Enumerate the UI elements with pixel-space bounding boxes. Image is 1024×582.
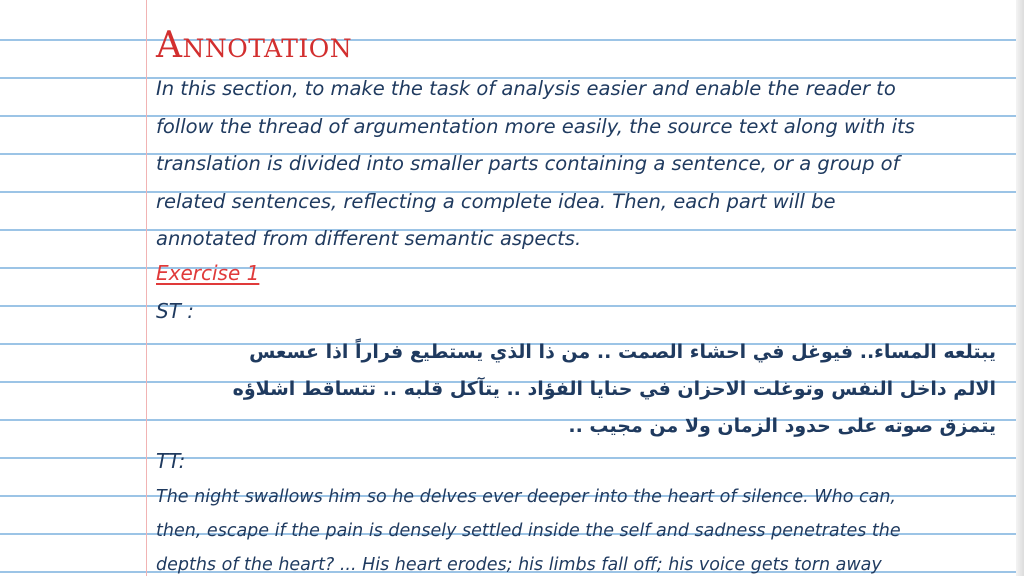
target-text-label: TT: [156,449,186,473]
arabic-line: يتمزق صوته على حدود الزمان ولا من مجيب .. [568,415,996,437]
page-edge [1016,0,1024,576]
notebook-margin-line [146,0,147,576]
target-text-translation [156,480,996,582]
translation-line: then, escape if the pain is densely settled inside the self and sadness penetrates the [156,521,901,541]
intro-line: follow the thread of argumentation more easily, the source text along with its [156,114,915,138]
intro-line: translation is divided into smaller parts containing a sentence, or a group of [156,152,900,175]
intro-line: In this section, to make the task of analysis easier and enable the reader to [156,77,896,100]
intro-line: related sentences, reflecting a complete idea. Then, each part will be [156,189,836,213]
source-text-arabic [156,334,996,445]
translation-line: The night swallows him so he delves ever deeper into the heart of silence. Who can, [156,487,896,507]
arabic-line: يبتلعه المساء.. فيوغل في احشاء الصمت .. من ذا الذي يستطيع فراراً اذا عسعس [249,341,996,363]
page-title: Annotation [156,25,353,66]
intro-paragraph [156,70,996,258]
translation-line: depths of the heart? ... His heart erodes; his limbs fall off; his voice gets torn away [156,555,882,575]
exercise-heading: Exercise 1 [156,261,260,285]
source-text-label: ST : [156,299,195,323]
arabic-line: الالم داخل النفس وتوغلت الاحزان في حنايا الفؤاد .. يتآكل قلبه .. تتساقط اشلاؤه [232,378,996,400]
intro-line: annotated from different semantic aspects. [156,227,582,250]
